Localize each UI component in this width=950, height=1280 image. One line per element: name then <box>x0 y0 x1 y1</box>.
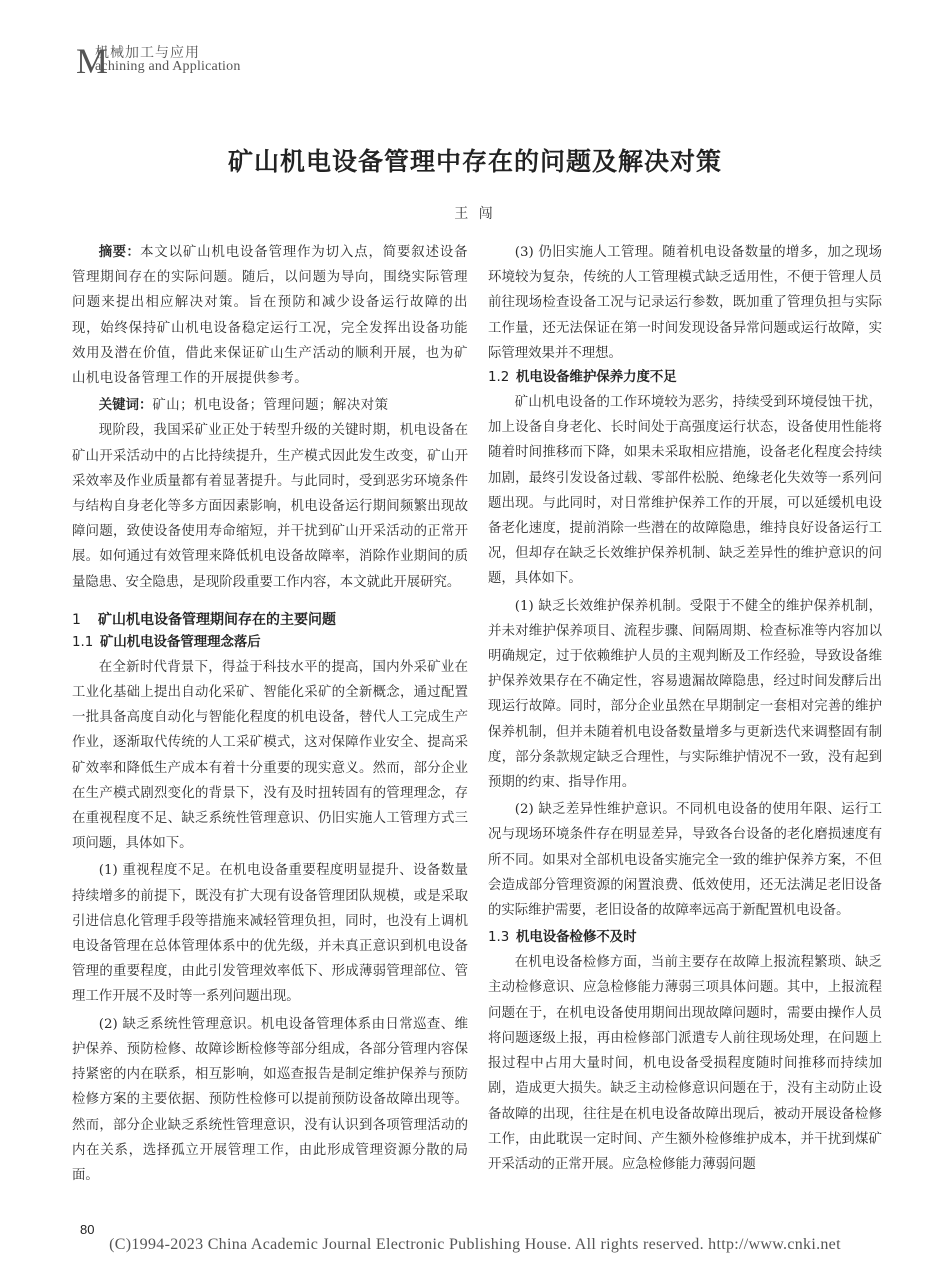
left-column <box>72 240 468 1188</box>
paragraph: (2) 缺乏差异性维护意识。不同机电设备的使用年限、运行工况与现场环境条件存在明显差异，导致各台设备的老化磨损速度有所不同。如果对全部机电设备实施完全一致的维护保养方案，不但会造成部分管理资源的闲置浪费、低效使用，还无法满足老旧设备的实际维护需要，老旧设备的故障率远高于新配置机电设备。 <box>488 802 882 919</box>
subsection-number: 1.2 <box>488 370 510 386</box>
abstract-text: 本文以矿山机电设备管理作为切入点，简要叙述设备管理期间存在的实际问题。随后，以问题为导向，围绕实际管理问题来提出相应解决对策。旨在预防和减少设备运行故障的出现，始终保持矿山机电设备稳定运行工况，完全发挥出设备功能效用及潜在价值，借此来保证矿山生产活动的顺利开展，也为矿山机电设备管理工作的开展提供参考。 <box>72 245 469 387</box>
paragraph: 在全新时代背景下，得益于科技水平的提高，国内外采矿业在工业化基础上提出自动化采矿、智能化采矿的全新概念，通过配置一批具备高度自动化与智能化程度的机电设备，替代人工完成生产作业，逐渐取代传统的人工采矿模式，这对保障作业安全、提高采矿效率和降低生产成本有着十分重要的现实意义。然而，部分企业在生产模式剧烈变化的背景下，没有及时扭转固有的管理理念，存在重视程度不足、缺乏系统性管理意识、仍旧实施人工管理方式三项问题，具体如下。 <box>72 659 468 852</box>
paragraph: (3) 仍旧实施人工管理。随着机电设备数量的增多，加之现场环境较为复杂，传统的人工管理模式缺乏适用性，不便于管理人员前往现场检查设备工况与记录运行参数，既加重了管理负担与实际工作量，还无法保证在第一时间发现设备异常问题或运行故障，实际管理效果并不理想。 <box>488 245 882 361</box>
keywords-label: 关键词： <box>98 398 153 414</box>
section-title: 矿山机电设备管理期间存在的主要问题 <box>98 611 336 628</box>
paragraph: (1) 重视程度不足。在机电设备重要程度明显提升、设备数量持续增多的前提下，既没有扩大现有设备管理团队规模，或是采取引进信息化管理手段等措施来减轻管理负担，同时，也没有上调机电设备管理在总体管理体系中的优先级，并未真正意识到机电设备管理的重要程度，由此引发管理效率低下、形成薄弱管理部位、管理工作开展不及时等一系列问题出现。 <box>72 863 468 1005</box>
journal-header <box>76 41 376 81</box>
subsection-title: 机电设备维护保养力度不足 <box>516 370 677 386</box>
paragraph: (2) 缺乏系统性管理意识。机电设备管理体系由日常巡查、维护保养、预防检修、故障诊断检修等部分组成，各部分管理内容保持紧密的内在联系，相互影响，如巡查报告是制定维护保养与预防检修方案的主要依据、预防性检修可以提前预防设备故障出现等。然而，部分企业缺乏系统性管理意识，没有认识到各项管理活动的内在关系，选择孤立开展管理工作，由此形成管理资源分散的局面。 <box>72 1016 468 1183</box>
section-number: 1 <box>72 611 81 628</box>
page-number: 80 <box>80 1222 95 1237</box>
subsection-number: 1.1 <box>72 634 94 650</box>
section-heading-1 <box>72 609 468 631</box>
keywords-text: 矿山；机电设备；管理问题；解决对策 <box>152 398 389 414</box>
abstract-label: 摘要： <box>98 245 141 260</box>
paragraph: 矿山机电设备的工作环境较为恶劣，持续受到环境侵蚀干扰，加上设备自身老化、长时间处于高强度运行状态，设备使用性能将随着时间推移而下降，如果未采取相应措施，设备老化程度会持续加剧，最终引发设备过载、零部件松脱、绝缘老化失效等一系列问题出现。与此同时，对日常维护保养工作的开展，可以延缓机电设备老化速度，提前消除一些潜在的故障隐患，维持良好设备运行工况，但却存在缺乏长效维护保养机制、缺乏差异性的维护意识的问题，具体如下。 <box>488 395 882 587</box>
abstract <box>72 240 468 391</box>
article-author: 王 闯 <box>454 206 496 222</box>
subsection-heading-1-3 <box>488 926 882 950</box>
journal-name-en: achining and Application <box>95 59 241 74</box>
keywords <box>72 393 468 418</box>
subsection-title: 机电设备检修不及时 <box>516 930 637 946</box>
subsection-heading-1-2 <box>488 366 882 390</box>
copyright-footer: (C)1994-2023 China Academic Journal Electronic Publishing House. All rights reserved. http://www.cnki.net <box>109 1236 841 1253</box>
journal-name-cn: 机械加工与应用 <box>95 45 200 61</box>
paragraph: (1) 缺乏长效维护保养机制。受限于不健全的维护保养机制，并未对维护保养项目、流程步骤、间隔周期、检查标准等内容加以明确规定，过于依赖维护人员的主观判断及工作经验，导致设备维护保养效果存在不确定性，容易遗漏故障隐患，经过时间发酵后出现运行故障。同时，部分企业虽然在早期制定一套相对完善的维护保养机制，但并未随着机电设备数量增多与更新迭代来调整固有制度，部分条款规定缺乏合理性，与实际维护情况不一致，没有起到预期的约束、指导作用。 <box>488 598 882 791</box>
subsection-heading-1-1 <box>72 631 468 655</box>
paragraph: 在机电设备检修方面，当前主要存在故障上报流程繁琐、缺乏主动检修意识、应急检修能力薄弱三项具体问题。其中，上报流程问题在于，在机电设备使用期间出现故障问题时，需要由操作人员将问题逐级上报，再由检修部门派遣专人前往现场处理，在问题上报过程中占用大量时间，机电设备受损程度随时间推移而持续加剧，造成更大损失。缺乏主动检修意识问题在于，没有主动防止设备故障的出现，往往是在机电设备故障出现后，被动开展设备检修工作，由此耽误一定时间、产生额外检修维护成本，并干扰到煤矿开采活动的正常开展。应急检修能力薄弱问题 <box>488 955 882 1172</box>
subsection-number: 1.3 <box>488 930 510 946</box>
subsection-title: 矿山机电设备管理理念落后 <box>100 634 261 650</box>
intro-paragraph: 现阶段，我国采矿业正处于转型升级的关键时期，机电设备在矿山开采活动中的占比持续提升，生产模式因此发生改变，矿山开采效率及作业质量都有着显著提升。与此同时，受到恶劣环境条件与结构自身老化等多方面因素影响，机电设备运行期间频繁出现故障问题，致使设备使用寿命缩短，并干扰到矿山开采活动的正常开展。如何通过有效管理来降低机电设备故障率，消除作业期间的质量隐患、安全隐患，是现阶段重要工作内容，本文就此开展研究。 <box>72 423 468 590</box>
article-title: 矿山机电设备管理中存在的问题及解决对策 <box>227 147 722 176</box>
right-column <box>488 240 882 1177</box>
journal-logo-initial: M <box>76 41 109 81</box>
